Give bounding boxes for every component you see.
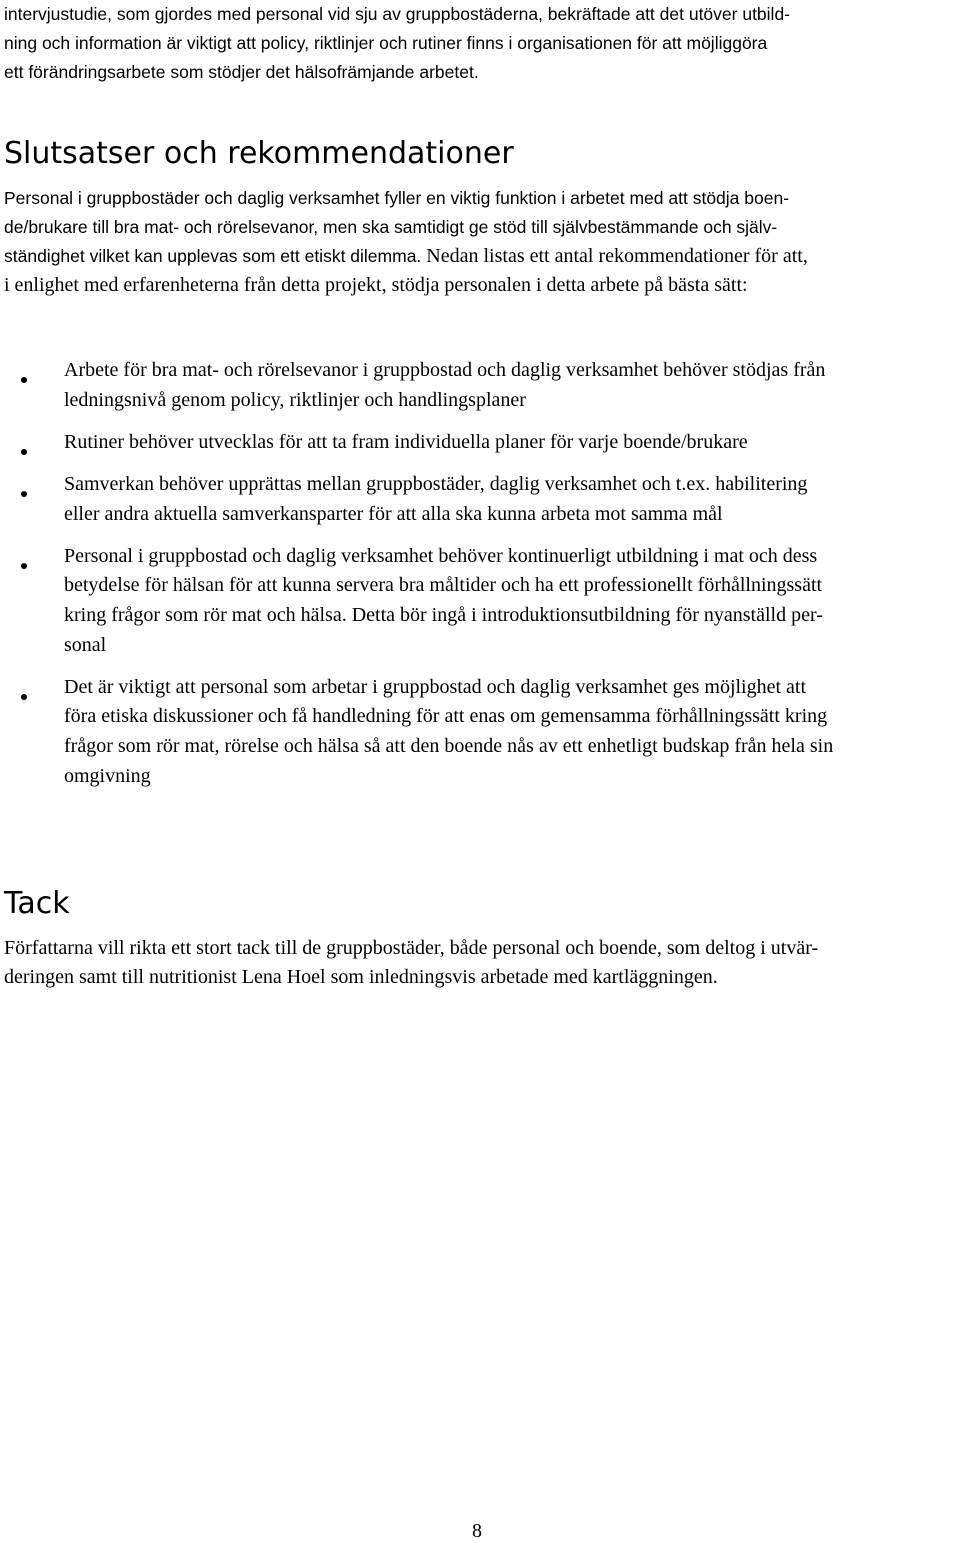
recommendation-line: frågor som rör mat, rörelse och hälsa så att den boende nås av ett enhetligt budskap från hela sin [64, 735, 834, 757]
conclusions-line-4: i enlighet med erfarenheterna från detta projekt, stödja personalen i detta arbete på bästa sätt: [4, 274, 748, 296]
section-heading-thanks: Tack [4, 886, 70, 921]
recommendation-line: Samverkan behöver upprättas mellan gruppbostäder, daglig verksamhet och t.ex. habilitering [64, 473, 808, 495]
bullet-icon [21, 377, 27, 383]
recommendation-line: sonal [64, 634, 107, 656]
thanks-line-2: deringen samt till nutritionist Lena Hoel som inledningsvis arbetade med kartläggningen. [4, 966, 718, 988]
conclusions-line-3 [4, 242, 808, 271]
intro-line-2: ning och information är viktigt att policy, riktlinjer och rutiner finns i organisationen för att möjliggöra [4, 33, 768, 53]
section-heading-conclusions: Slutsatser och rekommendationer [4, 136, 514, 171]
recommendation-line: ledningsnivå genom policy, riktlinjer och handlingsplaner [64, 389, 526, 411]
conclusions-line-1: Personal i gruppbostäder och daglig verksamhet fyller en viktig funktion i arbetet med att stödja boen- [4, 188, 790, 208]
recommendation-line: föra etiska diskussioner och få handledning för att enas om gemensamma förhållningssätt kring [64, 705, 828, 727]
recommendation-line: betydelse för hälsan för att kunna servera bra måltider och ha ett professionellt förhållningssätt [64, 574, 823, 596]
bullet-icon [21, 491, 27, 497]
thanks-line-1: Författarna vill rikta ett stort tack till de gruppbostäder, både personal och boende, som deltog i utvär- [4, 937, 819, 959]
recommendation-line: Personal i gruppbostad och daglig verksamhet behöver kontinuerligt utbildning i mat och dess [64, 545, 818, 567]
conclusions-line-3-tail: Nedan listas ett antal rekommendationer för att, [421, 245, 808, 267]
recommendation-line: Det är viktigt att personal som arbetar i gruppbostad och daglig verksamhet ges möjlighet att [64, 676, 807, 698]
recommendation-line: kring frågor som rör mat och hälsa. Detta bör ingå i introduktionsutbildning för nyanställd per- [64, 604, 823, 626]
bullet-icon [21, 563, 27, 569]
recommendation-line: eller andra aktuella samverkansparter för att alla ska kunna arbeta mot samma mål [64, 503, 723, 525]
recommendation-line: Arbete för bra mat- och rörelsevanor i gruppbostad och daglig verksamhet behöver stödjas från [64, 359, 826, 381]
conclusions-line-2: de/brukare till bra mat- och rörelsevanor, men ska samtidigt ge stöd till självbestämmande och själv- [4, 217, 778, 237]
recommendation-line: Rutiner behöver utvecklas för att ta fram individuella planer för varje boende/brukare [64, 431, 748, 453]
bullet-icon [21, 694, 27, 700]
bullet-icon [21, 449, 27, 455]
page-number: 8 [472, 1520, 482, 1542]
intro-line-3: ett förändringsarbete som stödjer det hälsofrämjande arbetet. [4, 62, 479, 82]
conclusions-line-3-sans: ständighet vilket kan upplevas som ett etiskt dilemma. [4, 246, 422, 266]
recommendation-line: omgivning [64, 765, 151, 787]
intro-line-1: intervjustudie, som gjordes med personal vid sju av gruppbostäderna, bekräftade att det utöver utbild- [4, 4, 791, 24]
